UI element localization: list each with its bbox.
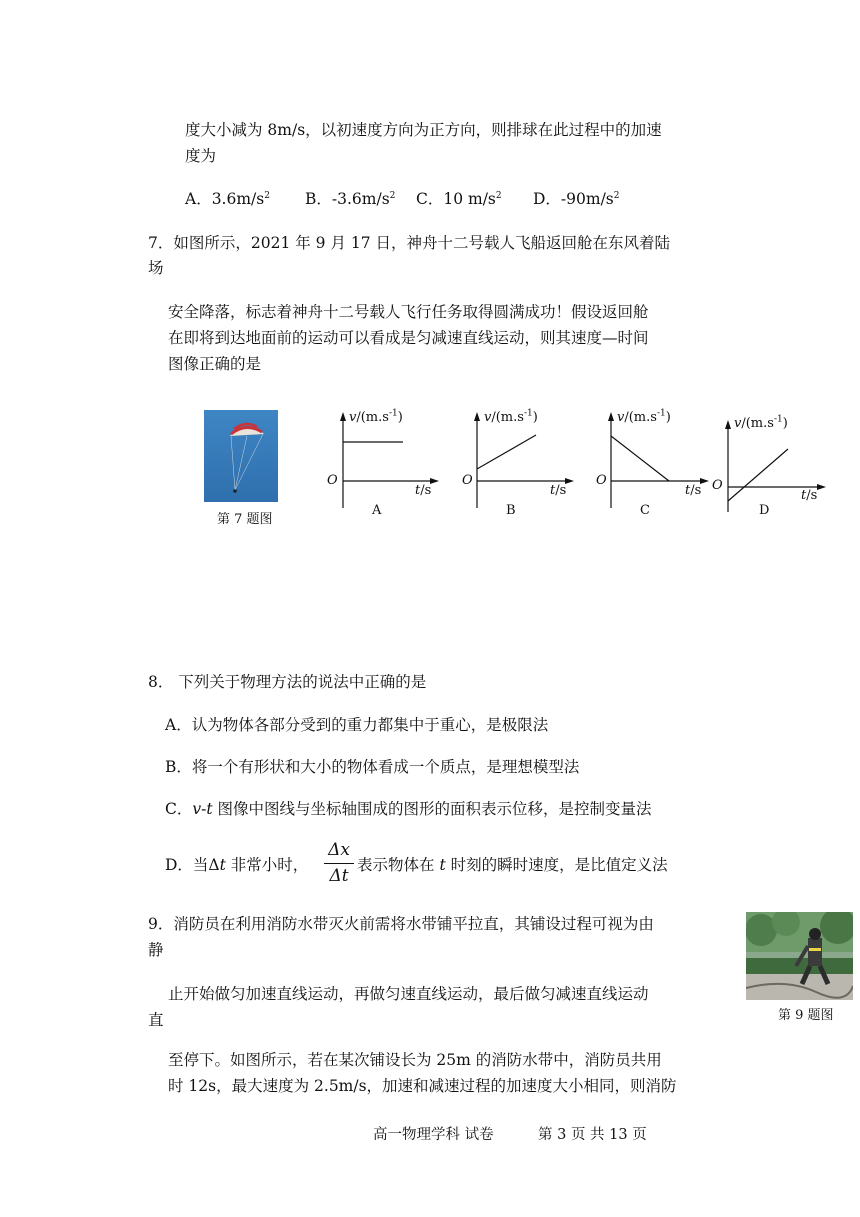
q9-line1: 9．消防员在利用消防水带灭火前需将水带铺平拉直，其铺设过程可视为由: [148, 915, 654, 933]
q9-line4: 直: [148, 1011, 164, 1029]
graph-c-line: [611, 436, 669, 481]
graph-b-ylabel: $v/(m.s^{-1})$: [484, 408, 538, 425]
graph-c-origin: O: [596, 473, 607, 488]
q6-line1: 度大小减为 8m/s，以初速度方向为正方向，则排球在此过程中的加速: [185, 121, 662, 139]
graph-a-xlabel: t/s: [415, 483, 432, 498]
q7-line2: 场: [148, 259, 164, 277]
q9-line5: 至停下。如图所示，若在某次铺设长为 25m 的消防水带中，消防员共用: [168, 1051, 662, 1069]
graph-c-label: C: [640, 503, 650, 518]
fraction-denominator: Δt: [329, 866, 349, 886]
q8-option-c: C．v-t 图像中图线与坐标轴围成的图形的面积表示位移，是控制变量法: [165, 800, 652, 818]
graph-a: [325, 408, 440, 518]
q6-option-b: B．$-3.6m/s^2$: [305, 190, 396, 208]
footer-page-number: 第 3 页 共 13 页: [538, 1127, 647, 1143]
delta-fraction: [324, 840, 354, 886]
graph-a-label: A: [372, 503, 382, 518]
q6-option-d: D．$-90m/s^2$: [533, 190, 620, 208]
parachute-image: [204, 410, 278, 502]
footer-subject: 高一物理学科 试卷: [373, 1127, 494, 1143]
graph-a-origin: O: [327, 473, 338, 488]
q9-line3: 止开始做匀加速直线运动，再做匀速直线运动，最后做匀减速直线运动: [168, 985, 649, 1003]
fraction-numerator: Δx: [324, 840, 354, 864]
graph-c-ylabel: $v/(m.s^{-1})$: [617, 408, 671, 425]
q7-line1: 7．如图所示，2021 年 9 月 17 日，神舟十二号载人飞船返回舱在东风着陆: [148, 234, 671, 252]
q6-option-a: A．$3.6m/s^2$: [185, 190, 270, 208]
q6-line2: 度为: [185, 147, 217, 165]
graph-d-origin: O: [712, 478, 723, 493]
graph-b-origin: O: [462, 473, 473, 488]
q9-line2: 静: [148, 941, 164, 959]
graph-d-ylabel: $v/(m.s^{-1})$: [734, 414, 788, 431]
q8-option-d-tail: 表示物体在 t 时刻的瞬时速度，是比值定义法: [357, 856, 668, 874]
firefighter-image: [746, 912, 853, 1000]
graph-d-label: D: [759, 503, 770, 518]
graph-a-ylabel: $v/(m.s^{-1})$: [349, 408, 403, 425]
firefighter-photo: [746, 912, 853, 1000]
graph-b-xlabel: t/s: [550, 483, 567, 498]
graph-b-label: B: [506, 503, 516, 518]
graph-b: [460, 408, 575, 518]
q7-line3: 安全降落，标志着神舟十二号载人飞行任务取得圆满成功！假设返回舱: [168, 303, 649, 321]
q8-stem: 8． 下列关于物理方法的说法中正确的是: [148, 673, 427, 691]
q8-option-a: A．认为物体各部分受到的重力都集中于重心，是极限法: [165, 716, 549, 734]
q8-option-b: B．将一个有形状和大小的物体看成一个质点，是理想模型法: [165, 758, 580, 776]
q8-option-d-lead: D．当Δt 非常小时，: [165, 856, 309, 874]
q6-option-c: C．10 $m/s^2$: [416, 190, 502, 208]
q7-line4: 在即将到达地面前的运动可以看成是匀减速直线运动，则其速度—时间: [168, 329, 649, 347]
q7-photo-caption: 第 7 题图: [217, 512, 273, 527]
graph-b-line: [477, 435, 536, 469]
graph-d: [710, 412, 830, 522]
graph-d-line: [728, 449, 788, 501]
graph-d-xlabel: t/s: [801, 488, 818, 503]
graph-c: [595, 408, 710, 518]
q9-photo-caption: 第 9 题图: [778, 1008, 834, 1023]
parachute-photo: [204, 410, 278, 502]
q7-line5: 图像正确的是: [168, 355, 262, 373]
graph-c-xlabel: t/s: [685, 483, 702, 498]
q9-line6: 时 12s，最大速度为 2.5m/s，加速和减速过程的加速度大小相同，则消防: [168, 1077, 677, 1095]
